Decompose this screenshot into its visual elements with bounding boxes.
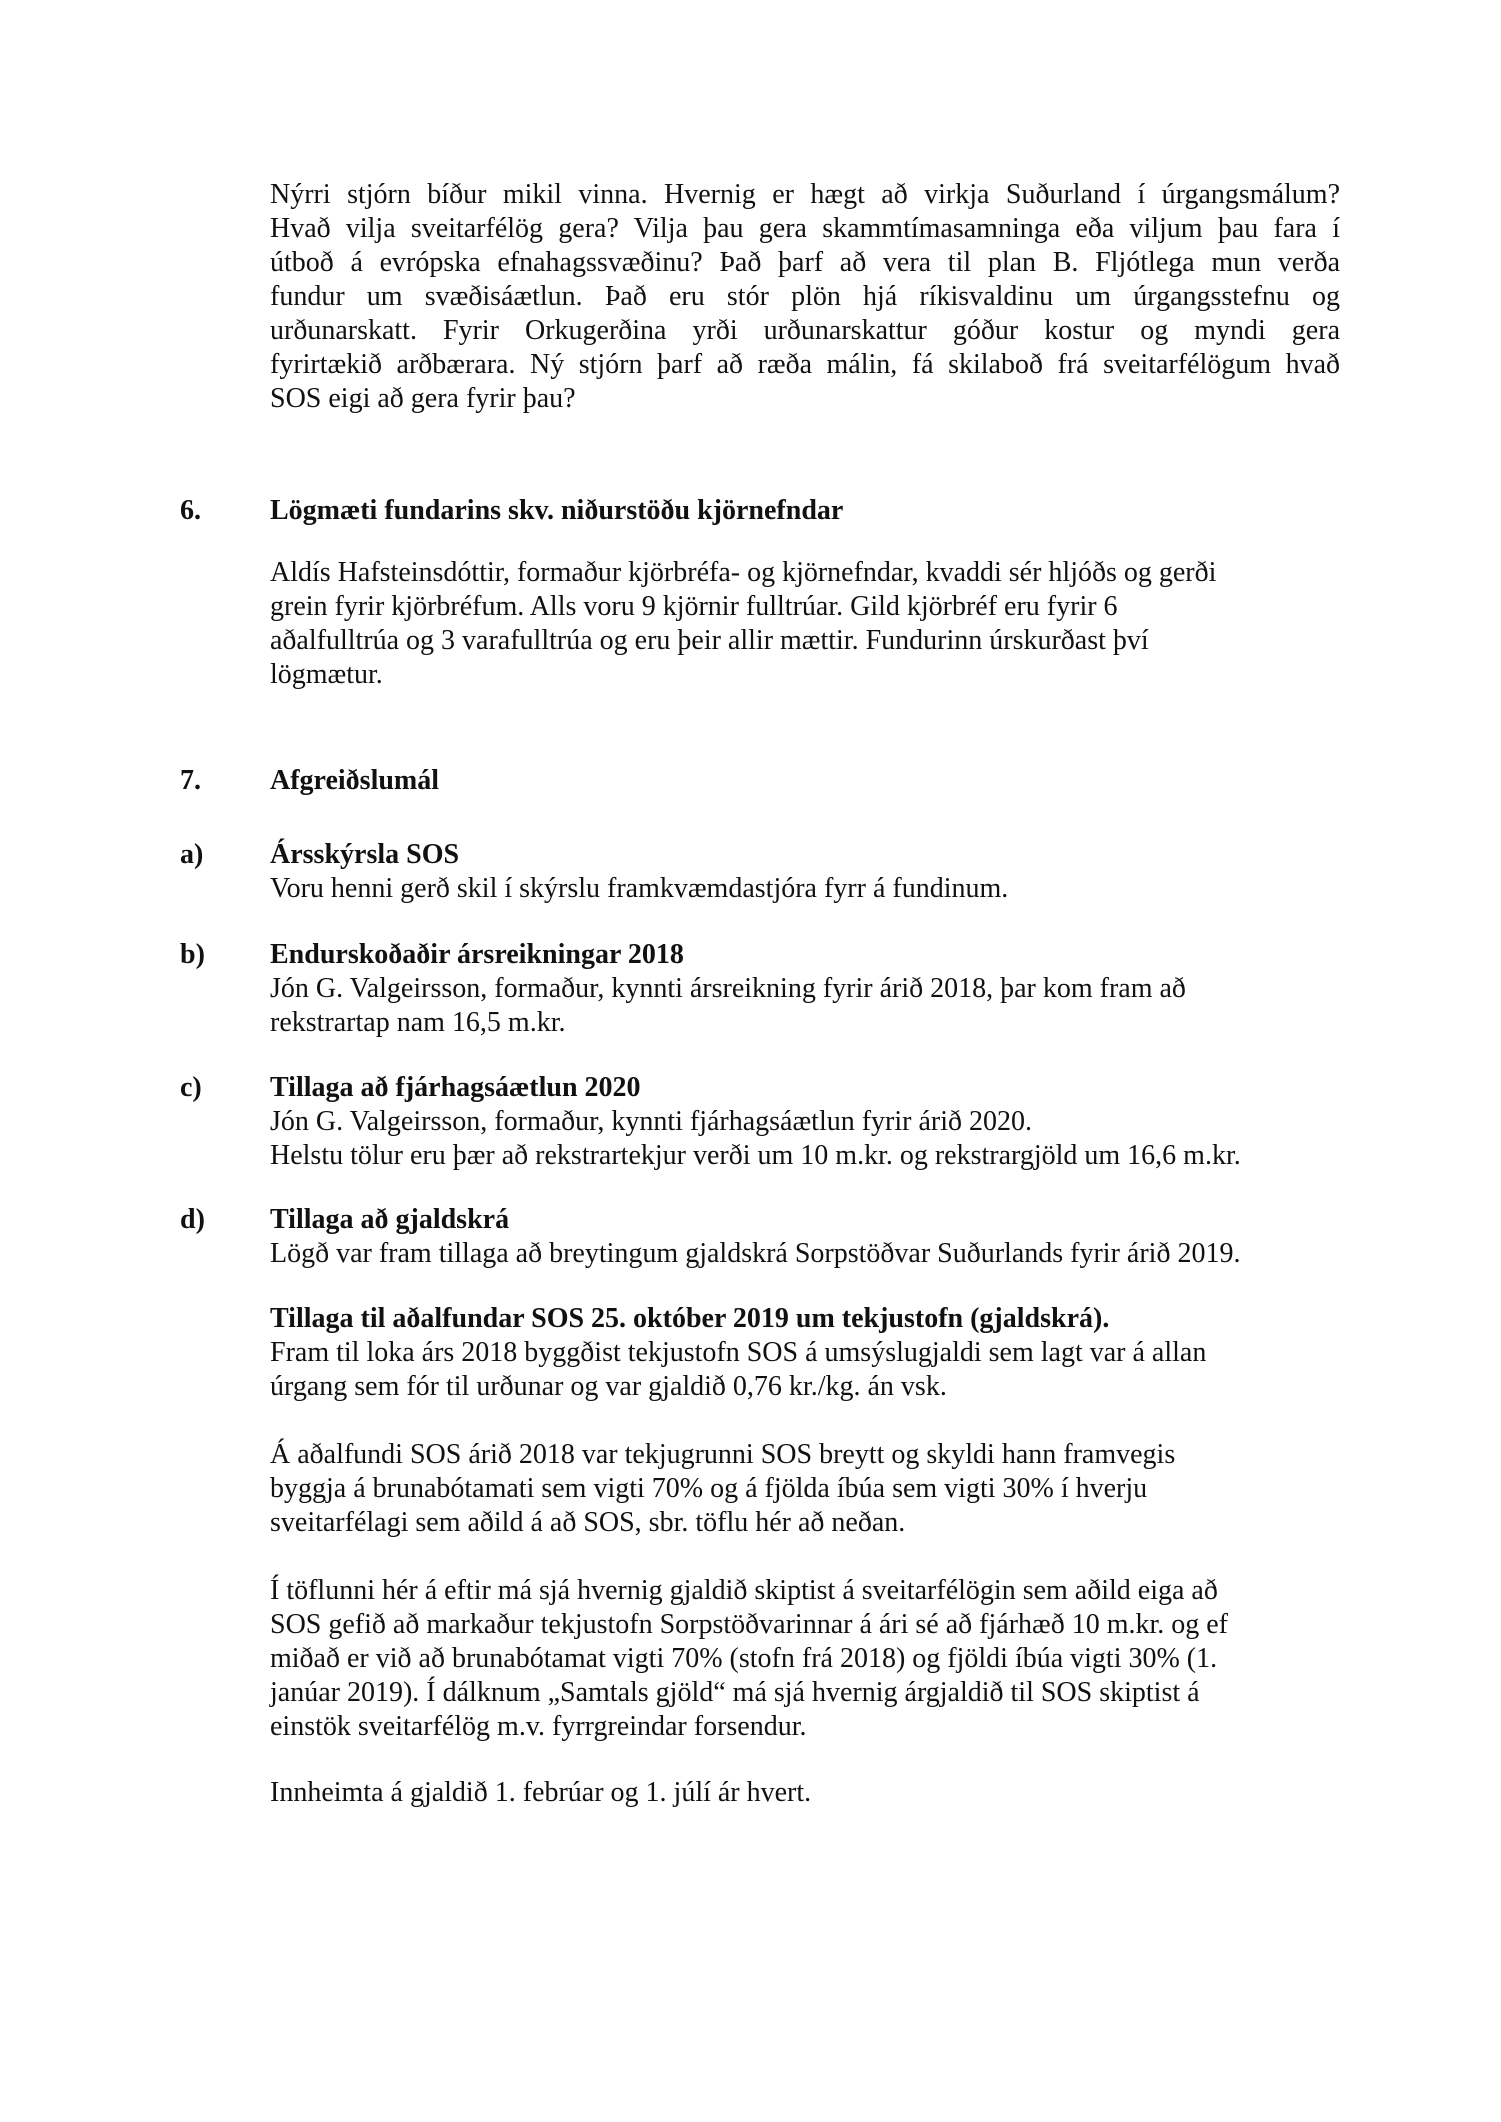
item-a — [270, 838, 1340, 906]
section-6-heading: Lögmæti fundarins skv. niðurstöðu kjörnefndar — [270, 495, 844, 526]
text-line: Á aðalfundi SOS árið 2018 var tekjugrunni SOS breytt og skyldi hann framvegis — [270, 1439, 1176, 1470]
section-6-number: 6. — [180, 495, 201, 526]
text-line: Voru henni gerð skil í skýrslu framkvæmdastjóra fyrr á fundinum. — [270, 873, 1009, 904]
proposal-block — [270, 1302, 1340, 1404]
proposal-paragraph-4 — [270, 1776, 1340, 1810]
proposal-paragraph-2 — [270, 1438, 1340, 1540]
item-c — [270, 1071, 1340, 1173]
proposal-paragraph-3 — [270, 1574, 1340, 1744]
text-line: Fram til loka árs 2018 byggðist tekjustofn SOS á umsýslugjaldi sem lagt var á allan — [270, 1337, 1207, 1368]
item-d-letter: d) — [180, 1204, 205, 1235]
item-c-heading: Tillaga að fjárhagsáætlun 2020 — [270, 1072, 641, 1103]
section-6-paragraph — [270, 556, 1340, 692]
section-7-heading: Afgreiðslumál — [270, 765, 440, 796]
text-line: sveitarfélagi sem aðild á að SOS, sbr. töflu hér að neðan. — [270, 1507, 906, 1538]
text-line: urðunarskatt. Fyrir Orkugerðina yrði urðunarskattur góður kostur og myndi gera — [270, 315, 1340, 346]
text-line: fundur um svæðisáætlun. Það eru stór plön hjá ríkisvaldinu um úrgangsstefnu og — [270, 281, 1340, 312]
item-a-heading: Ársskýrsla SOS — [270, 839, 460, 870]
text-line: Aldís Hafsteinsdóttir, formaður kjörbréfa- og kjörnefndar, kvaddi sér hljóðs og gerði — [270, 557, 1217, 588]
text-line: SOS gefið að markaður tekjustofn Sorpstöðvarinnar á ári sé að fjárhæð 10 m.kr. og ef — [270, 1609, 1229, 1640]
text-line: SOS eigi að gera fyrir þau? — [270, 383, 576, 414]
item-d-heading: Tillaga að gjaldskrá — [270, 1204, 510, 1235]
item-c-letter: c) — [180, 1072, 202, 1103]
text-line: Jón G. Valgeirsson, formaður, kynnti fjárhagsáætlun fyrir árið 2020. — [270, 1106, 1033, 1137]
text-line: Nýrri stjórn bíður mikil vinna. Hvernig er hægt að virkja Suðurland í úrgangsmálum? — [270, 179, 1340, 210]
text-line: grein fyrir kjörbréfum. Alls voru 9 kjörnir fulltrúar. Gild kjörbréf eru fyrir 6 — [270, 591, 1118, 622]
item-b — [270, 938, 1340, 1040]
item-a-letter: a) — [180, 839, 204, 870]
text-line: úrgang sem fór til urðunar og var gjaldið 0,76 kr./kg. án vsk. — [270, 1371, 947, 1402]
text-line: Í töflunni hér á eftir má sjá hvernig gjaldið skiptist á sveitarfélögin sem aðild eiga að — [270, 1575, 1218, 1606]
item-b-heading: Endurskoðaðir ársreikningar 2018 — [270, 939, 684, 970]
text-line: einstök sveitarfélög m.v. fyrrgreindar forsendur. — [270, 1711, 807, 1742]
text-line: Hvað vilja sveitarfélög gera? Vilja þau gera skammtímasamninga eða viljum þau fara í — [270, 213, 1340, 244]
text-line: Lögð var fram tillaga að breytingum gjaldskrá Sorpstöðvar Suðurlands fyrir árið 2019. — [270, 1238, 1241, 1269]
section-7-number: 7. — [180, 765, 201, 796]
text-line: byggja á brunabótamati sem vigti 70% og á fjölda íbúa sem vigti 30% í hverju — [270, 1473, 1148, 1504]
item-d — [270, 1203, 1340, 1271]
text-line: miðað er við að brunabótamat vigti 70% (stofn frá 2018) og fjöldi íbúa vigti 30% (1. — [270, 1643, 1218, 1674]
text-line: útboð á evrópska efnahagssvæðinu? Það þarf að vera til plan B. Fljótlega mun verða — [270, 247, 1340, 278]
intro-paragraph — [270, 178, 1340, 416]
text-line: janúar 2019). Í dálknum „Samtals gjöld“ má sjá hvernig árgjaldið til SOS skiptist á — [270, 1677, 1200, 1708]
text-line: fyrirtækið arðbærara. Ný stjórn þarf að ræða málin, fá skilaboð frá sveitarfélögum hvað — [270, 349, 1340, 380]
text-line: Innheimta á gjaldið 1. febrúar og 1. júlí ár hvert. — [270, 1777, 812, 1808]
proposal-heading: Tillaga til aðalfundar SOS 25. október 2019 um tekjustofn (gjaldskrá). — [270, 1303, 1110, 1334]
text-line: Jón G. Valgeirsson, formaður, kynnti ársreikning fyrir árið 2018, þar kom fram að — [270, 973, 1186, 1004]
text-line: Helstu tölur eru þær að rekstrartekjur verði um 10 m.kr. og rekstrargjöld um 16,6 m.kr. — [270, 1140, 1241, 1171]
text-line: rekstrartap nam 16,5 m.kr. — [270, 1007, 566, 1038]
text-line: lögmætur. — [270, 659, 383, 690]
text-line: aðalfulltrúa og 3 varafulltrúa og eru þeir allir mættir. Fundurinn úrskurðast því — [270, 625, 1149, 656]
item-b-letter: b) — [180, 939, 205, 970]
